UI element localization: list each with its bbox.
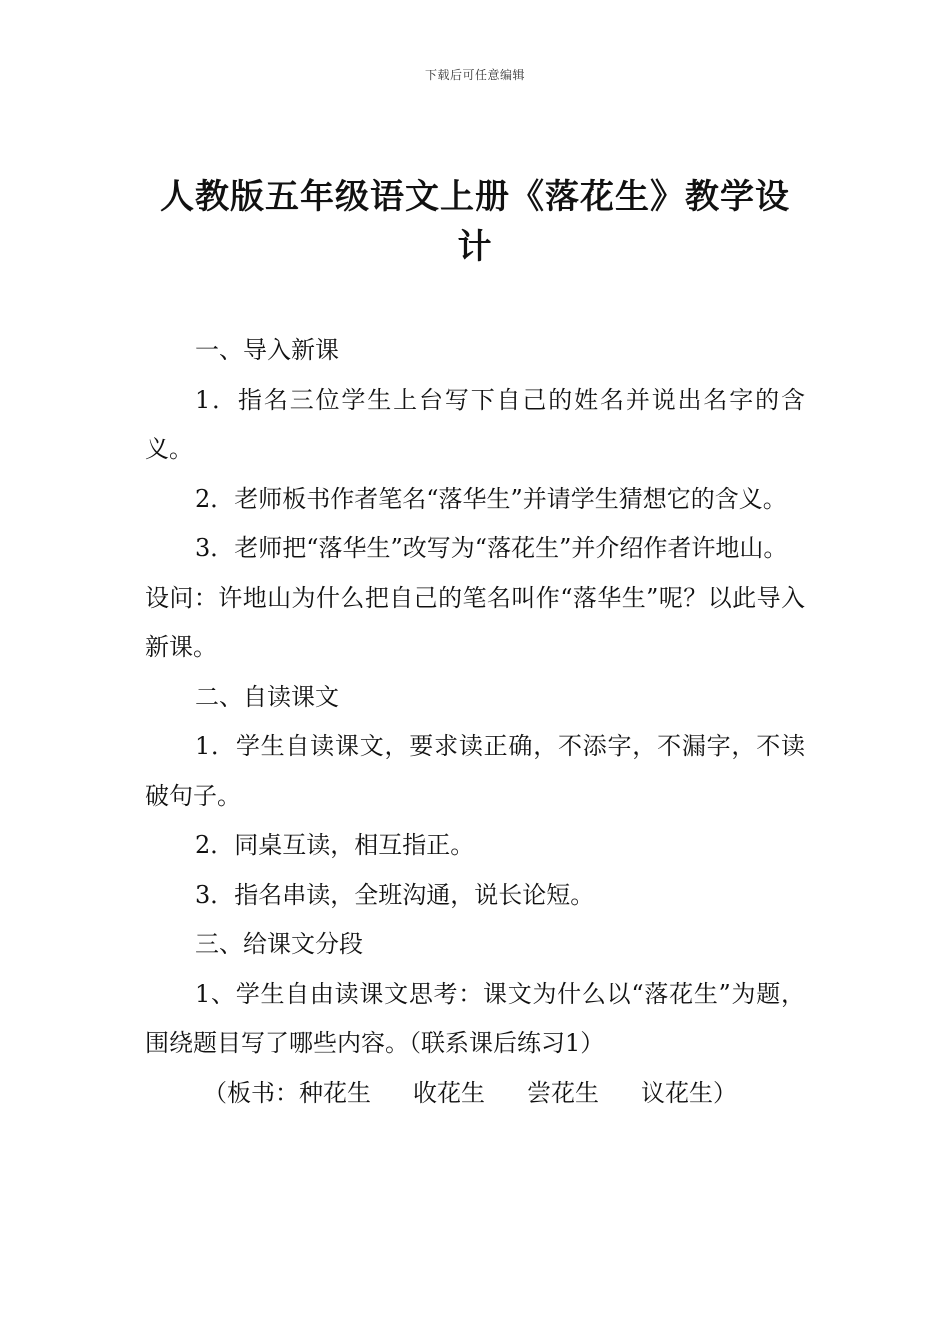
board-item: 尝花生 xyxy=(527,1078,599,1107)
document-title: 人教版五年级语文上册《落花生》教学设计 xyxy=(160,177,790,267)
paragraph: 1、学生自由读课文思考：课文为什么以“落花生”为题，围绕题目写了哪些内容。（联系课后练习1） xyxy=(145,979,805,1057)
board-note xyxy=(145,1069,805,1119)
section-heading-2: 二、自读课文 xyxy=(195,682,339,711)
board-item: 议花生 xyxy=(641,1078,713,1107)
paragraph: 2．老师板书作者笔名“落华生”并请学生猜想它的含义。 xyxy=(195,484,787,513)
section-heading-1: 一、导入新课 xyxy=(195,336,339,364)
board-prefix: （板书： xyxy=(203,1078,299,1107)
paragraph: 设问：许地山为什么把自己的笔名叫作“落华生”呢？以此导入新课。 xyxy=(145,583,805,661)
paragraph: 1．指名三位学生上台写下自己的姓名并说出名字的含义。 xyxy=(145,385,805,463)
header-note: 下载后可任意编辑 xyxy=(424,68,525,82)
paragraph: 3．老师把“落华生”改写为“落花生”并介绍作者许地山。 xyxy=(195,534,788,562)
paragraph: 3．指名串读，全班沟通，说长论短。 xyxy=(195,880,595,909)
board-item: 收花生 xyxy=(413,1078,485,1107)
board-suffix: ） xyxy=(713,1078,737,1107)
document-body xyxy=(145,326,805,1118)
board-item: 种花生 xyxy=(299,1078,371,1107)
paragraph: 1．学生自读课文，要求读正确，不添字，不漏字，不读破句子。 xyxy=(145,732,805,810)
section-heading-3: 三、给课文分段 xyxy=(195,930,363,958)
paragraph: 2．同桌互读，相互指正。 xyxy=(195,831,475,859)
